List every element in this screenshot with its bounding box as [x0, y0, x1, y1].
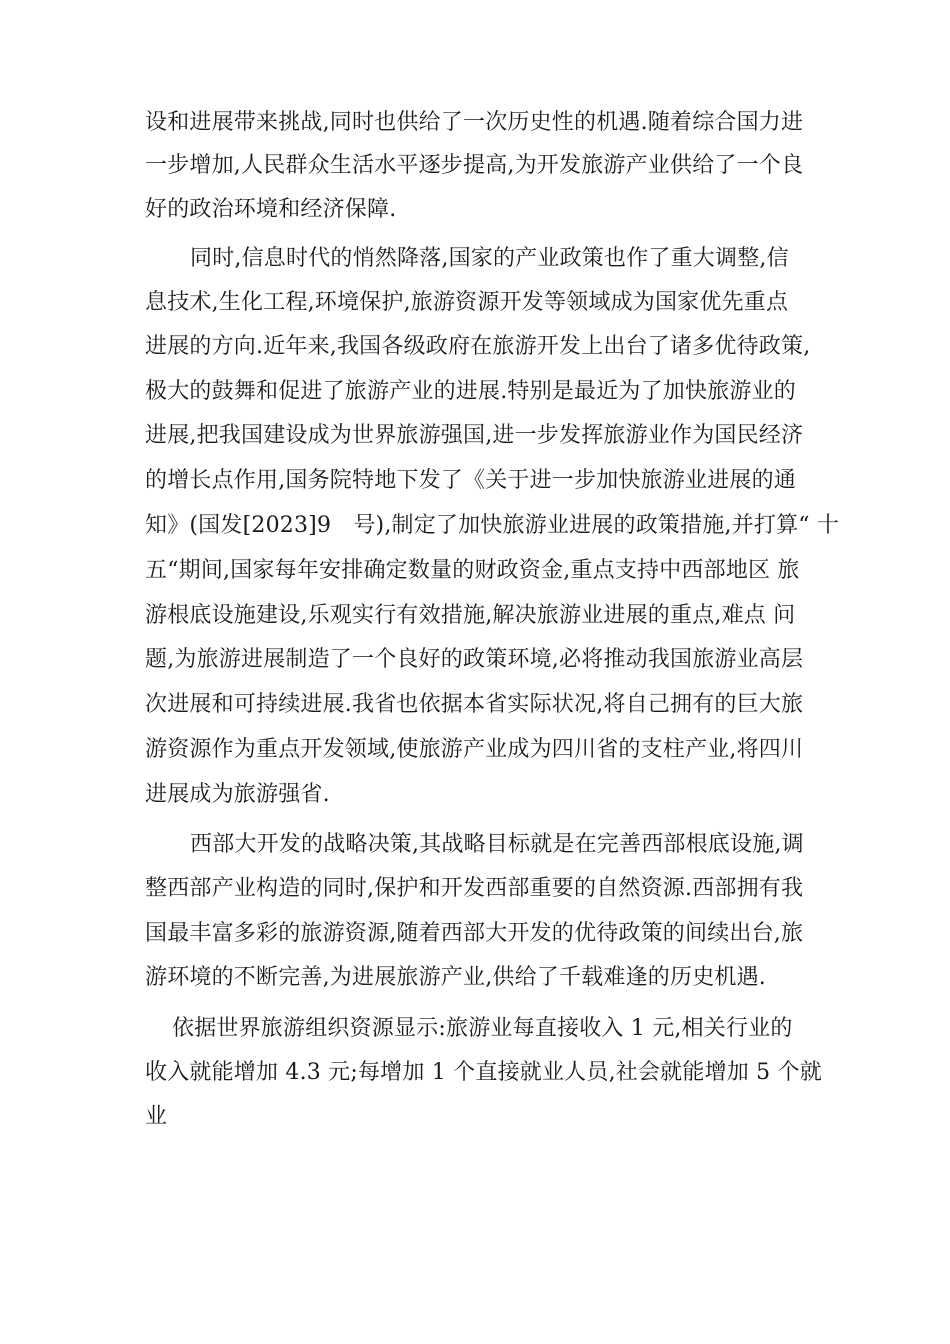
body-text-line: 同时,信息时代的悄然降落,国家的产业政策也作了重大调整,信 [190, 246, 789, 271]
body-text-line: 设和进展带来挑战,同时也供给了一次历史性的机遇.随着综合国力进 [145, 110, 804, 135]
body-text-line: 五“期间,国家每年安排确定数量的财政资金,重点支持中西部地区 旅 [145, 558, 800, 583]
body-text-line: 西部大开发的战略决策,其战略目标就是在完善西部根底设施,调 [190, 832, 804, 857]
body-text-line: 游资源作为重点开发领域,使旅游产业成为四川省的支柱产业,将四川 [145, 737, 804, 762]
body-text-line: 游根底设施建设,乐观实行有效措施,解决旅游业进展的重点,难点 问 [145, 603, 796, 628]
body-text-line: 的增长点作用,国务院特地下发了《关于进一步加快旅游业进展的通 [145, 468, 796, 493]
body-text-line: 游环境的不断完善,为进展旅游产业,供给了千载难逢的历史机遇. [145, 965, 766, 990]
body-text-line: 一步增加,人民群众生活水平逐步提高,为开发旅游产业供给了一个良 [145, 153, 804, 178]
body-text-line: 极大的鼓舞和促进了旅游产业的进展.特别是最近为了加快旅游业的 [145, 379, 796, 404]
body-text-line: 知》(国发[2023]9 号),制定了加快旅游业进展的政策措施,并打算“ 十 [145, 513, 840, 538]
body-text-line: 业 [145, 1104, 168, 1129]
body-text-line: 依据世界旅游组织资源显示:旅游业每直接收入 1 元,相关行业的 [172, 1016, 793, 1041]
body-text-line: 次进展和可持续进展.我省也依据本省实际状况,将自己拥有的巨大旅 [145, 692, 804, 717]
body-text-line: 进展,把我国建设成为世界旅游强国,进一步发挥旅游业作为国民经济 [145, 423, 804, 448]
body-text-line: 进展的方向.近年来,我国各级政府在旅游开发上出台了诸多优待政策, [145, 334, 811, 359]
body-text-line: 息技术,生化工程,环境保护,旅游资源开发等领域成为国家优先重点 [145, 290, 789, 315]
body-text-line: 好的政治环境和经济保障. [145, 197, 397, 222]
body-text-line: 收入就能增加 4.3 元;每增加 1 个直接就业人员,社会就能增加 5 个就 [145, 1060, 822, 1085]
body-text-line: 题,为旅游进展制造了一个良好的政策环境,必将推动我国旅游业高层 [145, 647, 804, 672]
body-text-line: 国最丰富多彩的旅游资源,随着西部大开发的优待政策的间续出台,旅 [145, 921, 804, 946]
body-text-line: 整西部产业构造的同时,保护和开发西部重要的自然资源.西部拥有我 [145, 876, 804, 901]
body-text-line: 进展成为旅游强省. [145, 782, 330, 807]
